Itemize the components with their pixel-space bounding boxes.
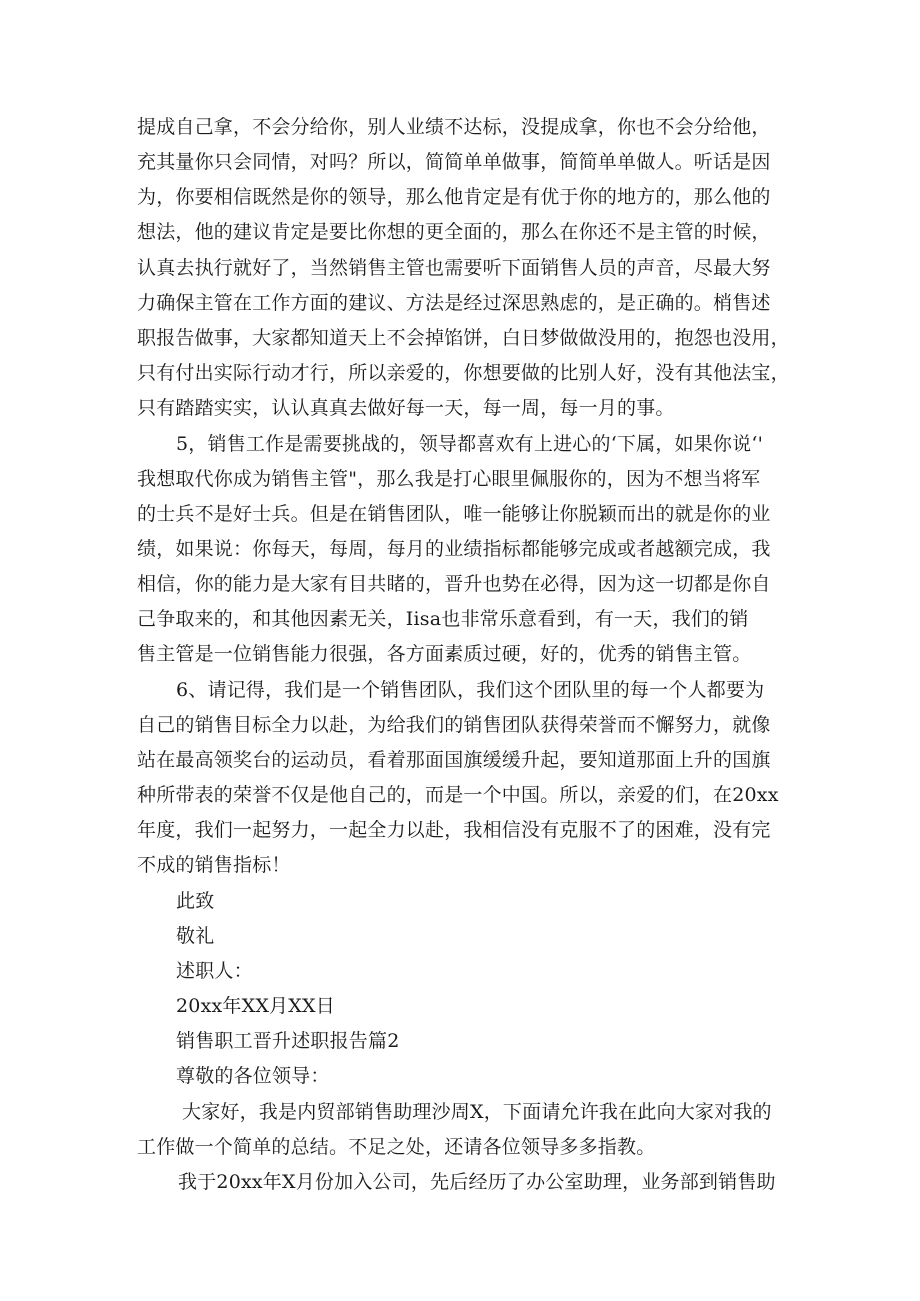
text-line: 想法，他的建议肯定是要比你想的更全面的，那么在你还不是主管的时候， — [137, 221, 771, 243]
text-line: 年度，我们一起努力，一起全力以赴，我相信没有克服不了的困难，没有完 — [137, 819, 771, 841]
text-line: 只有付出实际行动才行，所以亲爱的，你想要做的比别人好，没有其他法宝， — [137, 362, 790, 384]
text-line: 力确保主管在工作方面的建议、方法是经过深思熟虑的，是正确的。梢售述 — [137, 292, 771, 314]
date-line: 20xx年XX月XX日 — [176, 995, 335, 1017]
text-line: 提成自己拿，不会分给你，别人业绩不达标，没提成拿，你也不会分给他， — [137, 116, 771, 138]
text-line: 种所带表的荣誉不仅是他自己的，而是一个中国。所以，亲爱的们，在20xx — [137, 784, 779, 806]
text-line: 我于20xx年X月份加入公司，先后经历了办公室助理，业务部到销售助 — [178, 1171, 776, 1193]
section-heading: 销售职工晋升述职报告篇2 — [176, 1030, 400, 1052]
text-line: 我想取代你成为销售主管"，那么我是打心眼里佩服你的，因为不想当将军 — [137, 468, 761, 490]
text-line: 的士兵不是好士兵。但是在销售团队，唯一能够让你脱颖而出的就是你的业 — [137, 503, 771, 525]
text-line: 只有踏踏实实，认认真真去做好每一天，每一周，每一月的事。 — [137, 397, 675, 419]
text-line: 工作做一个简单的总结。不足之处，还请各位领导多多指教。 — [137, 1136, 656, 1158]
closing-line: 敬礼 — [176, 925, 215, 947]
text-line: 大家好，我是内贸部销售助理沙周X，下面请允许我在此向大家对我的 — [182, 1101, 772, 1123]
text-line: 己争取来的，和其他因素无关，Iisa也非常乐意看到，有一天，我们的销 — [137, 608, 749, 630]
text-line: 站在最高领奖台的运动员，看着那面国旗缓缓升起，要知道那面上升的国旗 — [137, 749, 771, 771]
text-line: 绩，如果说：你每天，每周，每月的业绩指标都能够完成或者越额完成，我 — [137, 538, 771, 560]
text-line: 为，你要相信既然是你的领导，那么他肯定是有优于你的地方的，那么他的 — [137, 186, 771, 208]
text-line: 自己的销售目标全力以赴，为给我们的销售团队获得荣誉而不懈努力，就像 — [137, 714, 771, 736]
text-line: 5，销售工作是需要挑战的，领导都喜欢有上进心的‘下属，如果你说‘' — [176, 433, 763, 455]
text-line: 售主管是一位销售能力很强，各方面素质过硬，好的，优秀的销售主管。 — [137, 643, 752, 665]
text-line: 相信，你的能力是大家有目共睹的，晋升也势在必得，因为这一切都是你自 — [137, 573, 771, 595]
reporter-label: 述职人： — [176, 960, 253, 982]
text-line: 充其量你只会同情，对吗？所以，简简单单做事，简简单单做人。听话是因 — [137, 151, 771, 173]
text-line: 6、请记得，我们是一个销售团队，我们这个团队里的每一个人都要为 — [176, 679, 765, 701]
text-line: 职报告做事，大家都知道天上不会掉馅饼，白日梦做做没用的，抱怨也没用， — [137, 327, 790, 349]
salutation: 尊敬的各位领导： — [176, 1065, 330, 1087]
text-line: 认真去执行就好了，当然销售主管也需要听下面销售人员的声音，尽最大努 — [137, 257, 771, 279]
closing-line: 此致 — [176, 890, 215, 912]
text-line: 不成的销售指标！ — [137, 854, 291, 876]
